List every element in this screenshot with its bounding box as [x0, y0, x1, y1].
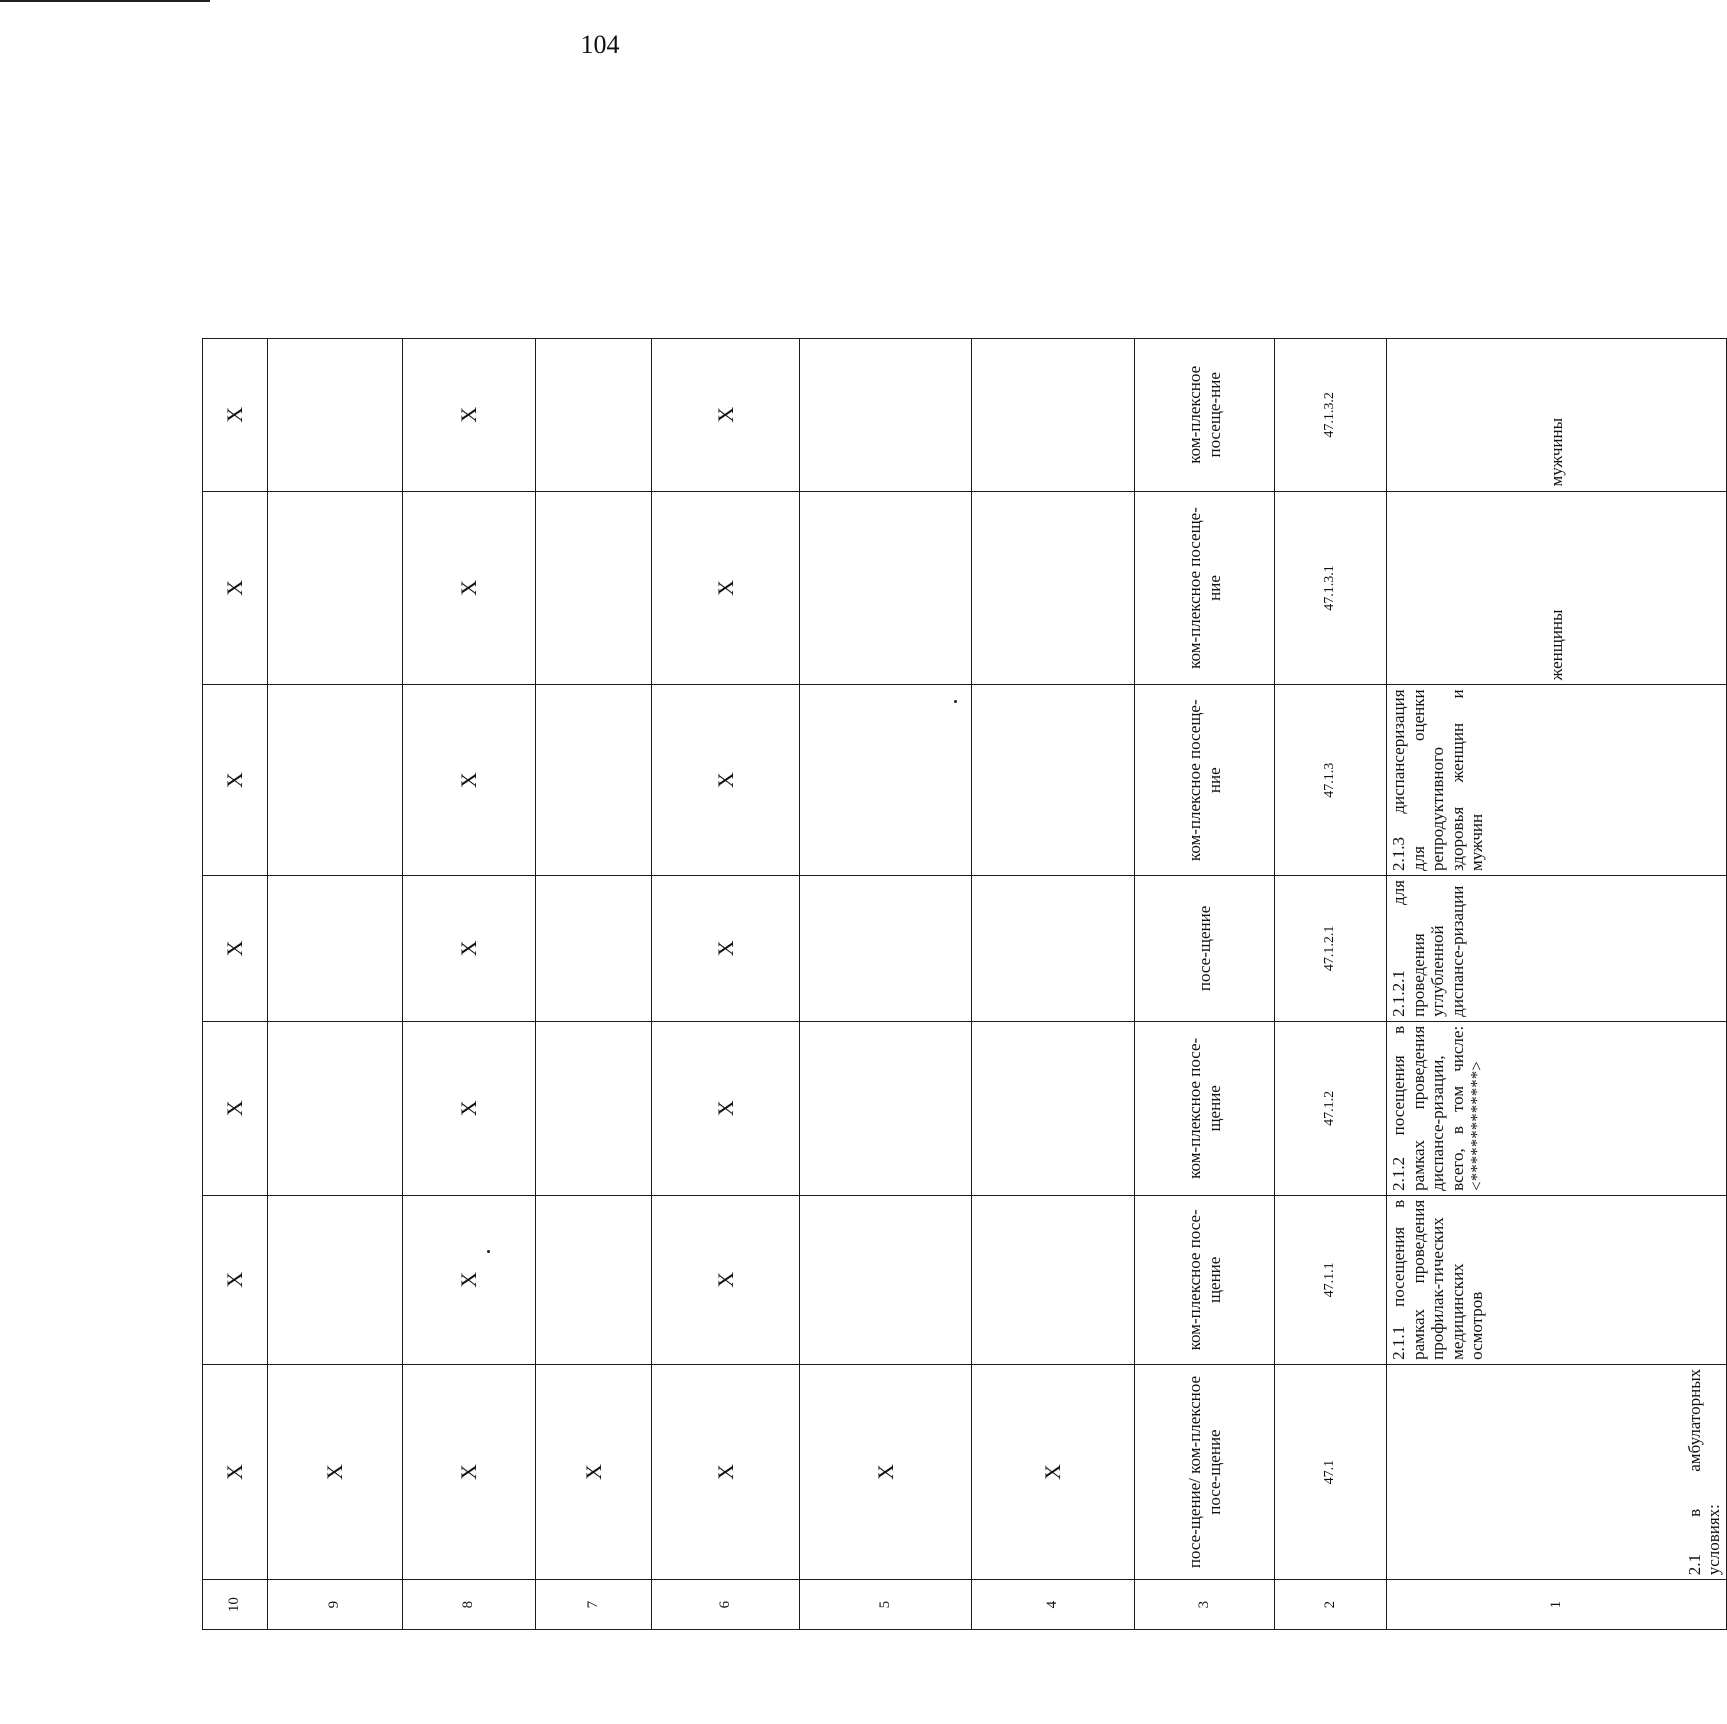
column-row-5 [800, 107, 972, 1630]
cell-r1-c3: посе-щение/ ком-плексное посе-щение [1135, 1364, 1275, 1579]
header-cell-8: 8 [403, 1580, 536, 1630]
scan-speck [954, 700, 957, 703]
scan-edge-line [0, 0, 210, 2]
cell-r6-c3: ком-плексное посеще-ние [1135, 491, 1275, 685]
header-cell-4: 4 [972, 1580, 1135, 1630]
cell-r6-c9 [268, 491, 403, 685]
column-row-3 [1135, 107, 1275, 1630]
cell-r5-c8: X [403, 685, 536, 876]
cell-r3-c9 [268, 1021, 403, 1195]
cell-r1-c6: X [652, 1364, 800, 1579]
cell-r1-c1: 2.1 в амбулаторных условиях: [1387, 1364, 1727, 1579]
column-row-9 [268, 107, 403, 1630]
cell-r5-c4 [972, 685, 1135, 876]
header-cell-10: 10 [203, 1580, 268, 1630]
cell-r7-c4 [972, 339, 1135, 491]
column-row-6 [652, 107, 800, 1630]
cell-r1-c4: X [972, 1364, 1135, 1579]
cell-r6-c2: 47.1.3.1 [1275, 491, 1387, 685]
cell-r2-c9 [268, 1195, 403, 1364]
cell-r7-c1: мужчины [1387, 339, 1727, 491]
cell-r7-c8: X [403, 339, 536, 491]
cell-r7-c10: X [203, 339, 268, 491]
header-cell-3: 3 [1135, 1580, 1275, 1630]
cell-r4-c4 [972, 876, 1135, 1022]
cell-r6-c6: X [652, 491, 800, 685]
cell-r3-c3: ком-плексное посе-щение [1135, 1021, 1275, 1195]
column-row-8 [403, 107, 536, 1630]
cell-r5-c5 [800, 685, 972, 876]
cell-r5-c2: 47.1.3 [1275, 685, 1387, 876]
cell-r4-c10: X [203, 876, 268, 1022]
cell-r7-c7 [536, 339, 652, 491]
cell-r5-c1: 2.1.3 диспансеризация для оценки репродуктивного здоровья женщин и мужчин [1387, 685, 1727, 876]
cell-r2-c1: 2.1.1 посещения в рамках проведения профилак-тических медицинских осмотров [1387, 1195, 1727, 1364]
cell-r5-c9 [268, 685, 403, 876]
cell-r1-c9: X [268, 1364, 403, 1579]
cell-r4-c1: 2.1.2.1 для проведения углубленной диспансе-ризации [1387, 876, 1727, 1022]
cell-r2-c2: 47.1.1 [1275, 1195, 1387, 1364]
cell-r2-c8: X [403, 1195, 536, 1364]
cell-r4-c5 [800, 876, 972, 1022]
header-cell-6: 6 [652, 1580, 800, 1630]
header-cell-5: 5 [800, 1580, 972, 1630]
cell-r4-c3: посе-щение [1135, 876, 1275, 1022]
cell-r6-c8: X [403, 491, 536, 685]
cell-r3-c2: 47.1.2 [1275, 1021, 1387, 1195]
cell-r4-c6: X [652, 876, 800, 1022]
header-cell-2: 2 [1275, 1580, 1387, 1630]
column-row-10 [203, 107, 268, 1630]
cell-r2-c3: ком-плексное посе-щение [1135, 1195, 1275, 1364]
rotated-table-container [202, 106, 1724, 1630]
cell-r1-c8: X [403, 1364, 536, 1579]
header-cell-9: 9 [268, 1580, 403, 1630]
cell-r7-c2: 47.1.3.2 [1275, 339, 1387, 491]
cell-r3-c5 [800, 1021, 972, 1195]
cell-r7-c3: ком-плексное посеще-ние [1135, 339, 1275, 491]
cell-r4-c7 [536, 876, 652, 1022]
header-cell-7: 7 [536, 1580, 652, 1630]
cell-r6-c5 [800, 491, 972, 685]
cell-r7-c5 [800, 339, 972, 491]
column-row-2 [1275, 107, 1387, 1630]
cell-r3-c6: X [652, 1021, 800, 1195]
column-row-7 [536, 107, 652, 1630]
column-row-4 [972, 107, 1135, 1630]
cell-r5-c6: X [652, 685, 800, 876]
cell-r6-c4 [972, 491, 1135, 685]
cell-r6-c1: женщины [1387, 491, 1727, 685]
cell-r7-c6: X [652, 339, 800, 491]
cell-r4-c9 [268, 876, 403, 1022]
cell-r2-c10: X [203, 1195, 268, 1364]
cell-r2-c4 [972, 1195, 1135, 1364]
data-table [202, 106, 1727, 1630]
cell-r7-c9 [268, 339, 403, 491]
cell-r3-c7 [536, 1021, 652, 1195]
cell-r3-c10: X [203, 1021, 268, 1195]
scan-speck [487, 1250, 490, 1253]
cell-r1-c2: 47.1 [1275, 1364, 1387, 1579]
cell-r2-c5 [800, 1195, 972, 1364]
cell-r3-c8: X [403, 1021, 536, 1195]
cell-r6-c10: X [203, 491, 268, 685]
cell-r2-c6: X [652, 1195, 800, 1364]
cell-r4-c8: X [403, 876, 536, 1022]
cell-r1-c10: X [203, 1364, 268, 1579]
page-number: 104 [580, 30, 620, 59]
cell-r5-c3: ком-плексное посеще-ние [1135, 685, 1275, 876]
cell-r1-c5: X [800, 1364, 972, 1579]
cell-r1-c7: X [536, 1364, 652, 1579]
column-row-1 [1387, 107, 1727, 1630]
cell-r3-c4 [972, 1021, 1135, 1195]
cell-r3-c1: 2.1.2 посещения в рамках проведения диспансе-ризации, всего, в том числе: <*************> [1387, 1021, 1727, 1195]
cell-r4-c2: 47.1.2.1 [1275, 876, 1387, 1022]
cell-r6-c7 [536, 491, 652, 685]
header-cell-1: 1 [1387, 1580, 1727, 1630]
cell-r2-c7 [536, 1195, 652, 1364]
cell-r5-c10: X [203, 685, 268, 876]
cell-r5-c7 [536, 685, 652, 876]
